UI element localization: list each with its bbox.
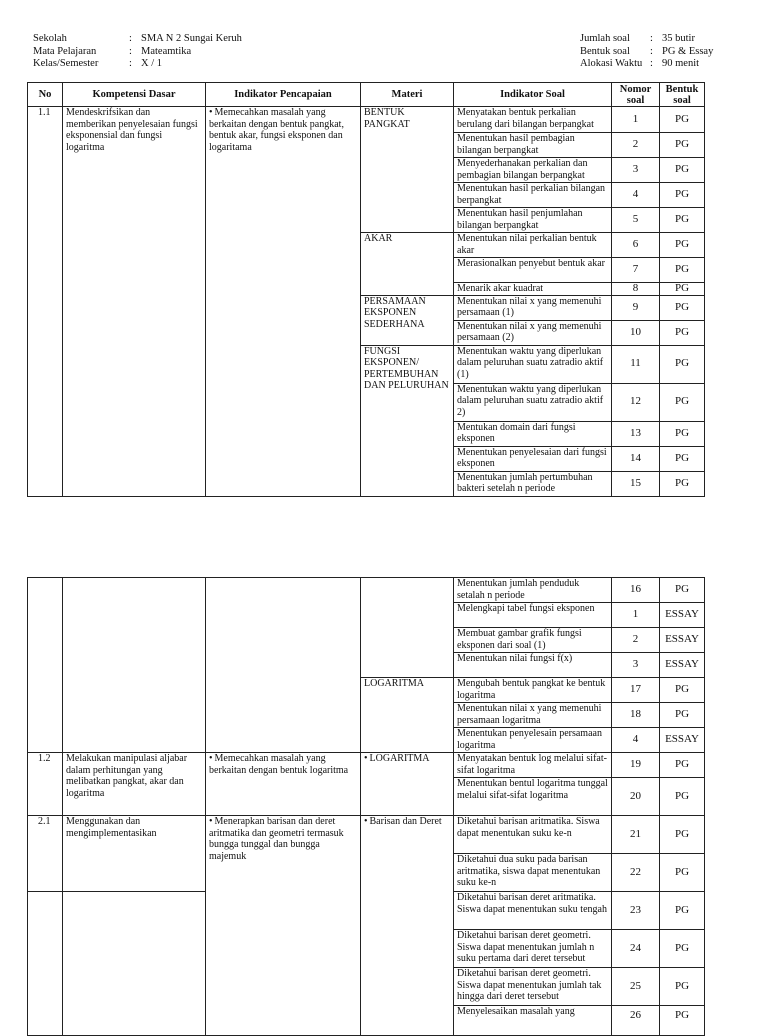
header-label: Kelas/Semester [33,58,99,69]
materi: FUNGSI EKSPONEN/ PERTEMBUHAN DAN PELURUHAN [361,345,454,496]
indikator-pencapaian [206,816,361,1036]
kd-number: 1.2 [28,753,63,816]
indikator-soal: Menentukan waktu yang diperlukan dalam peluruhan suatu zatradio aktif 2) [454,383,612,421]
table-row [28,753,705,778]
indikator-soal: Diketahui barisan deret aritmatika. Siswa dapat menentukan suku tengah [454,892,612,930]
indikator-pencapaian [206,107,361,497]
indikator-soal: Mentukan domain dari fungsi eksponen [454,421,612,446]
indikator-pencapaian [206,753,361,816]
kd-number-empty [28,892,63,1036]
indikator-soal: Menentukan hasil penjumlahan bilangan berpangkat [454,208,612,233]
nomor-soal: 4 [612,183,660,208]
indikator-soal: Menentukan nilai x yang memenuhi persamaan (1) [454,295,612,320]
nomor-soal: 26 [612,1006,660,1036]
column-header-bentuk-soal: Bentuk soal [660,83,705,107]
bentuk-soal: PG [660,283,705,296]
column-header-materi: Materi [361,83,454,107]
bentuk-soal: PG [660,753,705,778]
indikator-soal: Menentukan bentul logaritma tunggal melalui sifat-sifat logaritma [454,778,612,816]
nomor-soal: 6 [612,233,660,258]
column-header-no: No [28,83,63,107]
bentuk-soal: PG [660,703,705,728]
indikator-soal: Menentukan nilai fungsi f(x) [454,653,612,678]
table-row [28,107,705,133]
bentuk-soal: PG [660,854,705,892]
header-value: 35 butir [662,33,695,44]
bullet-text: • Menerapkan barisan dan deret aritmatika dan geometri termasuk bungga tunggal dan bungga majemuk [209,816,344,862]
bentuk-soal: ESSAY [660,603,705,628]
kisi-kisi-table-part2 [27,577,705,1036]
header-row-school [33,33,242,46]
indikator-soal: Menentukan hasil pembagian bilangan berpangkat [454,133,612,158]
bentuk-soal: PG [660,133,705,158]
bentuk-soal: PG [660,968,705,1006]
bentuk-soal: PG [660,471,705,496]
indikator-soal: Menyelesaikan masalah yang [454,1006,612,1036]
bentuk-soal: PG [660,258,705,283]
nomor-soal: 1 [612,107,660,133]
header-row-subject [33,46,242,59]
bentuk-soal: ESSAY [660,728,705,753]
document-header-right [580,33,713,71]
kd-number: 1.1 [28,107,63,497]
document-header-left [33,33,242,71]
header-value: 90 menit [662,58,700,69]
indikator-soal: Menentukan penyelesaian dari fungsi eksponen [454,446,612,471]
bentuk-soal: PG [660,320,705,345]
nomor-soal: 11 [612,345,660,383]
nomor-soal: 21 [612,816,660,854]
header-label: Jumlah soal [580,33,630,44]
indikator-soal: Diketahui barisan deret geometri. Siswa dapat menentukan jumlah tak hingga dari deret tersebut [454,968,612,1006]
indikator-soal: Diketahui barisan aritmatika. Siswa dapat menentukan suku ke-n [454,816,612,854]
nomor-soal: 19 [612,753,660,778]
indikator-soal: Menentukan jumlah penduduk setalah n periode [454,578,612,603]
nomor-soal: 18 [612,703,660,728]
materi: BENTUK PANGKAT [361,107,454,233]
bentuk-soal: PG [660,158,705,183]
kd-number: 2.1 [28,816,63,892]
nomor-soal: 8 [612,283,660,296]
indikator-soal: Menarik akar kuadrat [454,283,612,296]
bentuk-soal: PG [660,816,705,854]
nomor-soal: 17 [612,678,660,703]
bentuk-soal: ESSAY [660,653,705,678]
header-value: PG & Essay [662,45,714,57]
bentuk-soal: PG [660,446,705,471]
header-label: Mata Pelajaran [33,45,97,57]
kompetensi-dasar-empty [63,578,206,753]
header-value: SMA N 2 Sungai Keruh [141,33,242,44]
bentuk-soal: PG [660,345,705,383]
nomor-soal: 12 [612,383,660,421]
header-colon: : [650,58,653,69]
nomor-soal: 14 [612,446,660,471]
indikator-soal: Menentukan hasil perkalian bilangan berpangkat [454,183,612,208]
indikator-soal: Mengubah bentuk pangkat ke bentuk logaritma [454,678,612,703]
bentuk-soal: PG [660,295,705,320]
nomor-soal: 20 [612,778,660,816]
nomor-soal: 4 [612,728,660,753]
header-row-form [580,46,713,59]
materi: AKAR [361,233,454,296]
header-colon: : [650,33,653,44]
bullet-text: • Memecahkan masalah yang berkaitan dengan bentuk pangkat, bentuk akar, fungsi eksponen dan logaritama [209,107,344,153]
column-header-indikator-soal: Indikator Soal [454,83,612,107]
indikator-soal: Menentukan nilai perkalian bentuk akar [454,233,612,258]
bentuk-soal: PG [660,208,705,233]
bullet-text: • LOGARITMA [364,753,430,764]
header-colon: : [129,45,132,57]
column-header-indikator-pencapaian: Indikator Pencapaian [206,83,361,107]
header-colon: : [129,58,132,69]
indikator-soal: Merasionalkan penyebut bentuk akar [454,258,612,283]
table-header-row [28,83,705,107]
nomor-soal: 22 [612,854,660,892]
bentuk-soal: PG [660,678,705,703]
header-value: X / 1 [141,58,162,69]
indikator-soal: Diketahui dua suku pada barisan aritmatika, siswa dapat menentukan suku ke-n [454,854,612,892]
kompetensi-dasar-empty [63,892,206,1036]
nomor-soal: 10 [612,320,660,345]
indikator-soal: Menentukan nilai x yang memenuhi persamaan (2) [454,320,612,345]
nomor-soal: 1 [612,603,660,628]
materi [361,753,454,816]
bentuk-soal: PG [660,578,705,603]
indikator-soal: Melengkapi tabel fungsi eksponen [454,603,612,628]
header-value: Mateamtika [141,45,192,57]
header-label: Bentuk soal [580,45,630,57]
bentuk-soal: PG [660,383,705,421]
header-row-time [580,58,713,71]
bullet-text: • Barisan dan Deret [364,816,442,827]
kompetensi-dasar: Mendeskrifsikan dan memberikan penyelesaian fungsi eksponensial dan fungsi logaritma [63,107,206,497]
materi-empty [361,578,454,678]
header-colon: : [650,45,653,57]
nomor-soal: 7 [612,258,660,283]
bentuk-soal: PG [660,892,705,930]
nomor-soal: 5 [612,208,660,233]
nomor-soal: 23 [612,892,660,930]
nomor-soal: 16 [612,578,660,603]
nomor-soal: 13 [612,421,660,446]
bentuk-soal: PG [660,930,705,968]
bentuk-soal: PG [660,421,705,446]
bentuk-soal: PG [660,107,705,133]
table-row [28,578,705,603]
column-header-kompetensi: Kompetensi Dasar [63,83,206,107]
table-row [28,816,705,854]
bentuk-soal: PG [660,1006,705,1036]
indikator-soal: Menentukan nilai x yang memenuhi persamaan logaritma [454,703,612,728]
nomor-soal: 3 [612,653,660,678]
nomor-soal: 2 [612,133,660,158]
indikator-soal: Menentukan waktu yang diperlukan dalam peluruhan suatu zatradio aktif (1) [454,345,612,383]
materi: PERSAMAAN EKSPONEN SEDERHANA [361,295,454,345]
bentuk-soal: PG [660,183,705,208]
nomor-soal: 24 [612,930,660,968]
bentuk-soal: PG [660,233,705,258]
indikator-soal: Diketahui barisan deret geometri. Siswa dapat menentukan jumlah n suku pertama dari deret tersebut [454,930,612,968]
materi [361,816,454,1036]
indikator-soal: Menentukan penyelesain persamaan logaritma [454,728,612,753]
indikator-soal: Menyatakan bentuk log melalui sifat-sifat logaritma [454,753,612,778]
kompetensi-dasar: Melakukan manipulasi aljabar dalam perhitungan yang melibatkan pangkat, akar dan logaritma [63,753,206,816]
column-header-nomor-soal: Nomor soal [612,83,660,107]
bullet-text: • Memecahkan masalah yang berkaitan dengan bentuk logaritma [209,753,348,776]
header-row-class [33,58,242,71]
indikator-soal: Membuat gambar grafik fungsi eksponen dari soal (1) [454,628,612,653]
indikator-pencapaian-empty [206,578,361,753]
indikator-soal: Menentukan jumlah pertumbuhan bakteri setelah n periode [454,471,612,496]
indikator-soal: Menyatakan bentuk perkalian berulang dari bilangan berpangkat [454,107,612,133]
bentuk-soal: ESSAY [660,628,705,653]
nomor-soal: 25 [612,968,660,1006]
kd-number-empty [28,578,63,753]
nomor-soal: 3 [612,158,660,183]
indikator-soal: Menyederhanakan perkalian dan pembagian bilangan berpangkat [454,158,612,183]
header-row-count [580,33,713,46]
header-colon: : [129,33,132,44]
materi: LOGARITMA [361,678,454,753]
header-label: Alokasi Waktu [580,58,643,69]
kompetensi-dasar: Menggunakan dan mengimplementasikan [63,816,206,892]
kisi-kisi-table-part1 [27,82,705,497]
bentuk-soal: PG [660,778,705,816]
nomor-soal: 9 [612,295,660,320]
nomor-soal: 15 [612,471,660,496]
nomor-soal: 2 [612,628,660,653]
header-label: Sekolah [33,33,67,44]
